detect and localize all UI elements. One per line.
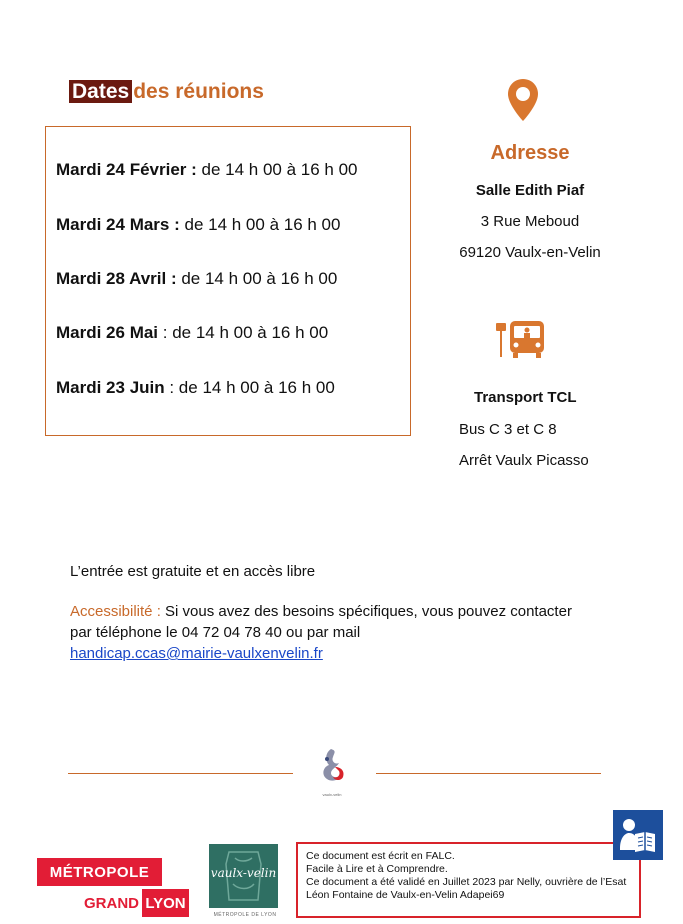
falc-line: Ce document est écrit en FALC.	[306, 850, 455, 862]
meeting-date-row	[56, 215, 340, 235]
meeting-time: : de 14 h 00 à 16 h 00	[158, 323, 329, 342]
accessibility-info	[70, 601, 590, 664]
email-link[interactable]: handicap.ccas@mairie-vaulxenvelin.fr	[70, 645, 323, 662]
venue-street: 3 Rue Meboud	[480, 213, 580, 230]
entry-info: L’entrée est gratuite et en accès libre	[70, 563, 316, 580]
section-title	[69, 80, 264, 104]
bus-stop-icon	[494, 319, 548, 361]
title-rest: des réunions	[133, 80, 264, 103]
venue-city: 69120 Vaulx-en-Velin	[459, 244, 601, 261]
meeting-date-row	[56, 323, 328, 343]
vaulx-velin-subtitle: MÉTROPOLE DE LYON	[213, 912, 277, 918]
meeting-dates-box	[45, 126, 411, 436]
accessibility-text: Si vous avez des besoins spécifiques, vous pouvez contacter par téléphone le 04 72 04 78 40 ou par mail	[70, 603, 572, 641]
falc-logo-icon	[613, 810, 663, 860]
metropole-grand: GRAND	[84, 894, 139, 912]
metropole-lyon: LYON	[142, 889, 189, 917]
location-pin-icon	[506, 78, 540, 122]
transport-bus-lines: Bus C 3 et C 8	[459, 421, 557, 438]
meeting-date-row	[56, 378, 335, 398]
title-highlight: Dates	[69, 80, 132, 103]
accessibility-label: Accessibilité :	[70, 603, 161, 620]
separator-right	[376, 773, 601, 774]
ccas-logo-icon	[317, 747, 347, 791]
falc-line: Ce document a été validé en Juillet 2023 par Nelly, ouvrière de l’Esat Léon Fontaine de Vaulx-en-Velin Adapei69	[306, 876, 627, 901]
meeting-time: : de 14 h 00 à 16 h 00	[164, 378, 335, 397]
meeting-day: Mardi 26 Mai	[56, 323, 159, 342]
transport-title: Transport TCL	[474, 389, 577, 406]
meeting-time: de 14 h 00 à 16 h 00	[196, 160, 358, 179]
venue-name: Salle Edith Piaf	[475, 182, 585, 199]
meeting-day: Mardi 23 Juin	[56, 378, 165, 397]
meeting-day: Mardi 24 Février :	[56, 160, 197, 179]
transport-stop: Arrêt Vaulx Picasso	[459, 452, 589, 469]
meeting-time: de 14 h 00 à 16 h 00	[179, 215, 341, 234]
ccas-logo-caption: vaulx-velin	[322, 792, 342, 797]
meeting-day: Mardi 24 Mars :	[56, 215, 180, 234]
meeting-day: Mardi 28 Avril :	[56, 269, 177, 288]
falc-line: Facile à Lire et à Comprendre.	[306, 863, 448, 875]
separator-left	[68, 773, 293, 774]
meeting-time: de 14 h 00 à 16 h 00	[176, 269, 338, 288]
meeting-date-row	[56, 160, 357, 180]
vaulx-velin-wordmark: vaulx-velin	[210, 866, 277, 880]
metropole-logo: MÉTROPOLE	[37, 858, 162, 886]
address-title: Adresse	[490, 142, 570, 164]
falc-notice	[296, 842, 641, 918]
meeting-date-row	[56, 269, 337, 289]
